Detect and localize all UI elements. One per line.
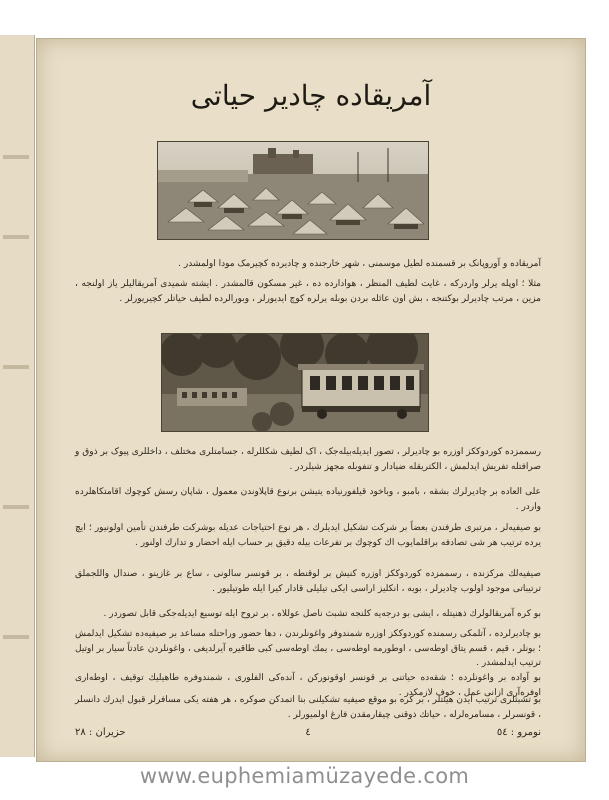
tent-camp-photo bbox=[157, 141, 429, 240]
paragraph-1: آمریقاده و آوروپانک بر قسمنده لطیل موسمنی ، شهر خارجنده و چادیرده کچیرمک مودا اولمشدر . bbox=[178, 259, 541, 269]
previous-page-edge bbox=[0, 35, 35, 757]
rail-car-photo bbox=[161, 333, 429, 432]
paragraph-2: مثلا ؛ اوپله یرلر واردرکه ، غایت لطیف المنظر ، هوادارده ده ، غیر مسکون قالمشدر . ایشته شمیدی آمریقالیلر یاز اولنجه ، مزین ، مرتب چادیرلر بوکتنجه ، بش اون عائله بردن بوبله یرلره کوچ ایدیورلر ، وبورالرده لطیف حیاتلر کچیریورلر . bbox=[75, 279, 541, 304]
paragraph-3: رسممزده کوردوککز اوزره بو چادیرلر ، تصور ایدیله‌بیله‌جک ، اک لطیف شکللرله ، جسامتلری مختلف ، داخللری پیوک بر ذوق و صرافتله تفریش ایدلمش ، الکتریقله ضیادار و تنفوبله مجهز شیلردر . bbox=[75, 447, 541, 472]
issue-date: حزیران : ٢٨ bbox=[75, 727, 126, 738]
page-footer bbox=[75, 727, 541, 741]
paragraph-5: بو صیفیه‌لر ، مرتبری طرفندن بعضاً بر شرکت تشکیل ایدیلرك ، هر نوع احتیاجات عدیله بوشرکت طرفندن تأمین اولونیور ؛ ایچ یرده ترتیب هر شی تصادفه براقلمایوب اك کوچوك بر تفرعات بیله دقیق بر حساب ایله احضار و تدارك اولنور . bbox=[75, 523, 541, 548]
paragraph-9: بو آواده بر واغونلرده ؛ شقه‌ده حیاتنی بر قونسر اوقونورکن ، آنده‌کی الفلوری ، شمندوفره طاهیلیك توقیف ، اوطه‌اری اوفره‌آری ازانی عمل ، خوف لازمکدر . bbox=[75, 673, 541, 698]
paragraph-6: صیفیه‌لك مرکزنده ، رسممزده کوردوککز اوزره کنیش بر لوقنطه ، بر قونسر سالونی ، ساع بر غازینو ، صندال واللجملق ترتیباتی موجود اولوب چادیرلر ، بوبه ، انکلیز اراسی ایکی تیلیلی قادار کیرا ایله طوتیلیور . bbox=[75, 569, 541, 594]
page-title: آمریقاده چادیر حیاتی bbox=[190, 79, 432, 112]
page-number: ٤ bbox=[305, 727, 311, 738]
issue-number: نومرو : ٥٤ bbox=[496, 727, 541, 738]
watermark: www.euphemiamüzayede.com bbox=[139, 764, 470, 788]
paragraph-10: بو تشبثلری ترتیب ایدن هیئتلر ، بر کره بو موقع صیفیه تشکیلنی بنا اتمدکن صوکره ، هر هفته یکی مسافرلر قبول ایدرك دانسلر ، قونسرلر ، مسامره‌لرله ، حیاتك ذوقنی چیقارمقدن فارغ اولمیورلر . bbox=[75, 695, 541, 720]
paragraph-8: بو چادیرلرده ، آتلمکی رسمنده کوردوککز اوزره شمندوفر واغونلرندن ، دها حضور وراحتله مساعد بر صیفیه‌ده تشکیل ایدلمش ؛ بونلر ، قیم ، قسم یتاق اوطه‌سی ، اوطورمه اوطه‌سی ، یمك اوطه‌سی کبی طاقیره آیرلدیغی ، واغونلردن عادتاً سیار بر اوتیل ترتیب ایدلمشدر . bbox=[75, 629, 541, 668]
magazine-page bbox=[36, 38, 586, 762]
paragraph-7: بو کره آمریقالولرك ذهنیتله ، ایشی بو درجه‌یه کلنجه تشبث ناصل عوللاه ، بر تروح ایله توسیع ایدیله‌جکی قابل تصوردر . bbox=[103, 609, 541, 619]
paragraph-4: علی العاده بر چادیرلرك بشقه ، بامبو ، وباخود قیلفورنیاده یتیشن برنوع قاپلاوندن معمول ، شاپان رسش کوچوك اقامتکاهلرده واردر . bbox=[75, 487, 541, 512]
